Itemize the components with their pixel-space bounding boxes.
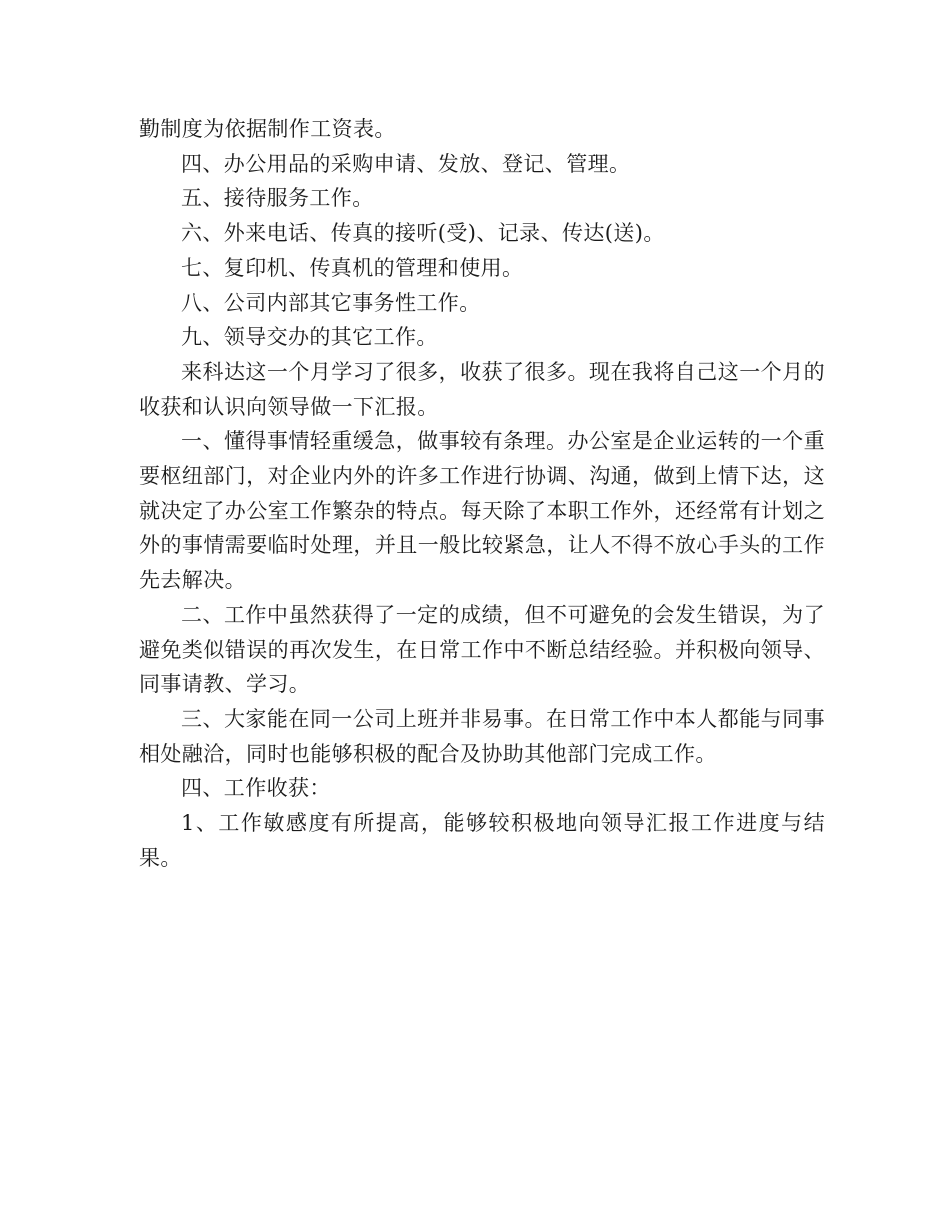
- paragraph-point-3: 三、大家能在同一公司上班并非易事。在日常工作中本人都能与同事相处融洽，同时也能够积极的配合及协助其他部门完成工作。: [139, 706, 825, 766]
- paragraph-item-5: 五、接待服务工作。: [181, 186, 374, 211]
- paragraph-subpoint-1: 1、工作敏感度有所提高，能够较积极地向领导汇报工作进度与结果。: [139, 811, 825, 870]
- paragraph-item-7: 七、复印机、传真机的管理和使用。: [181, 255, 524, 280]
- paragraph-item-6: 六、外来电话、传真的接听(受)、记录、传达(送)。: [181, 221, 665, 246]
- paragraph-item-4: 四、办公用品的采购申请、发放、登记、管理。: [181, 151, 631, 176]
- document-body: [139, 112, 825, 875]
- paragraph-continuation: 勤制度为依据制作工资表。: [139, 117, 396, 141]
- paragraph-intro: 来科达这一个月学习了很多，收获了很多。现在我将自己这一个月的收获和认识向领导做一下汇报。: [139, 359, 825, 419]
- paragraph-point-2: 二、工作中虽然获得了一定的成绩，但不可避免的会发生错误，为了避免类似错误的再次发生，在日常工作中不断总结经验。并积极向领导、同事请教、学习。: [139, 602, 825, 697]
- paragraph-item-9: 九、领导交办的其它工作。: [181, 325, 438, 350]
- paragraph-item-8: 八、公司内部其它事务性工作。: [181, 290, 481, 315]
- paragraph-point-1: 一、懂得事情轻重缓急，做事较有条理。办公室是企业运转的一个重要枢纽部门，对企业内外的许多工作进行协调、沟通，做到上情下达，这就决定了办公室工作繁杂的特点。每天除了本职工作外，还经常有计划之外的事情需要临时处理，并且一般比较紧急，让人不得不放心手头的工作先去解决。: [139, 429, 825, 593]
- paragraph-point-4-heading: 四、工作收获：: [181, 776, 331, 801]
